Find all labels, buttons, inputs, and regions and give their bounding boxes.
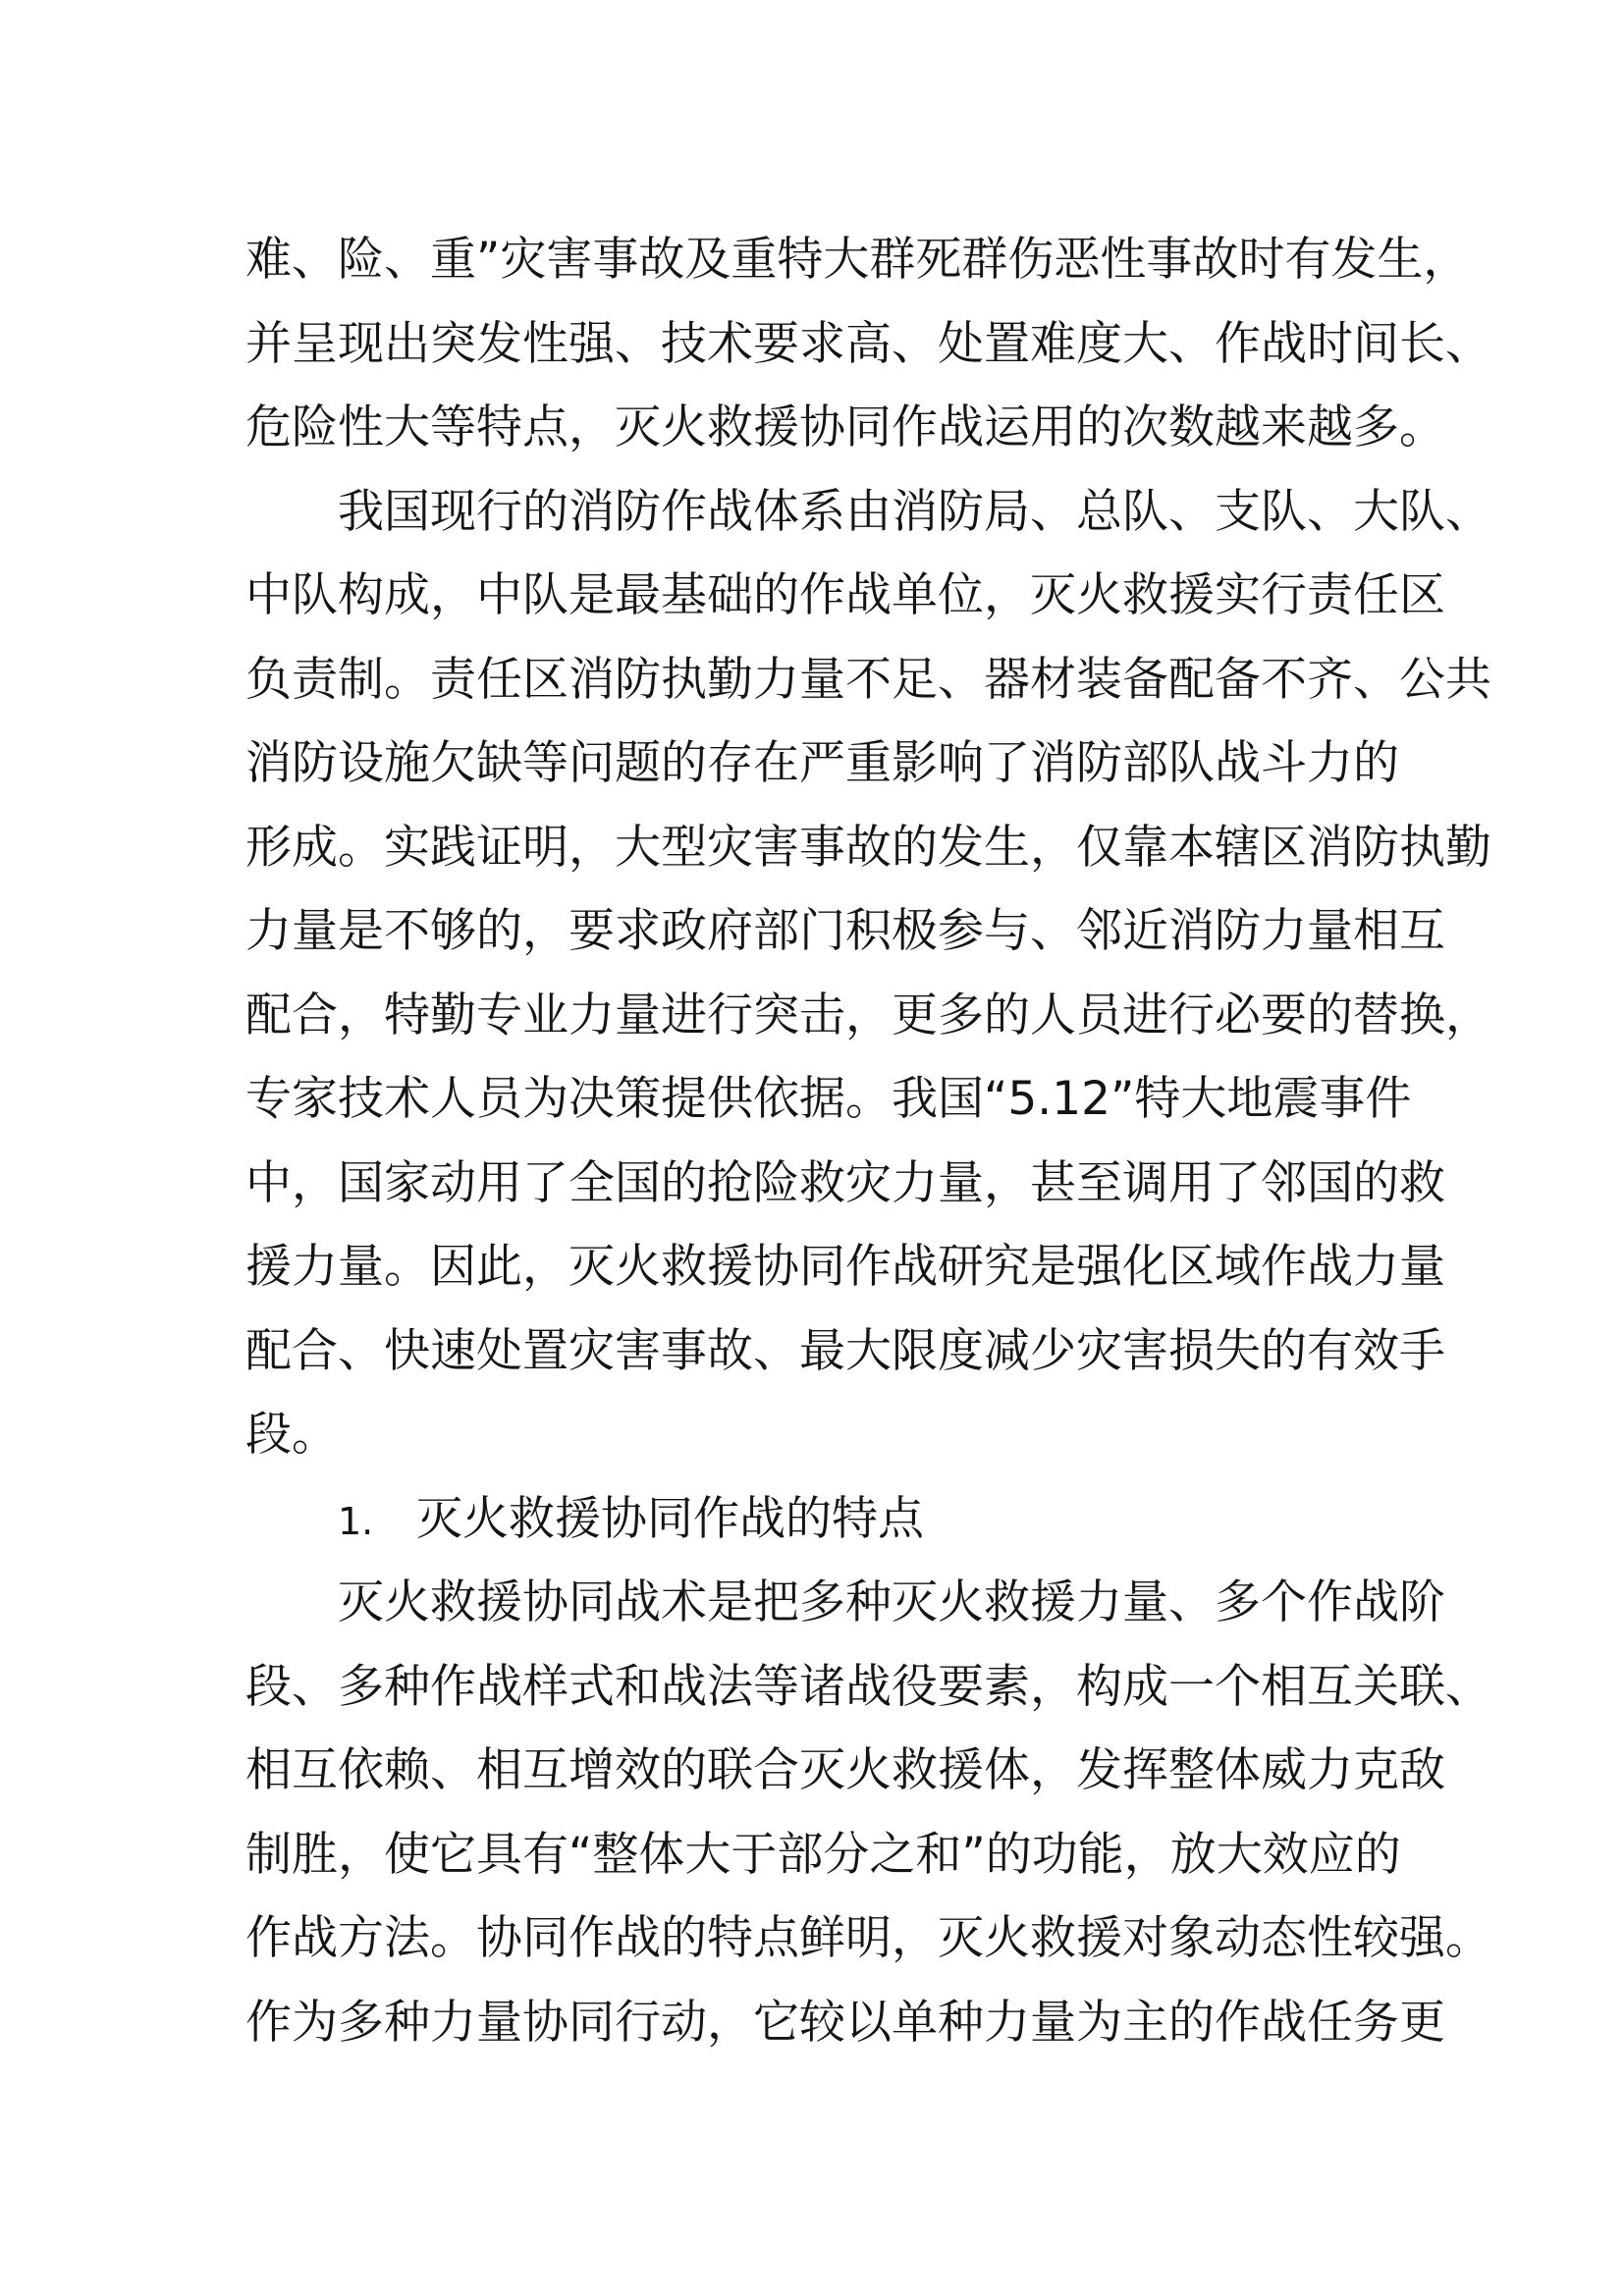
text-line: 力量是不够的，要求政府部门积极参与、邻近消防力量相互 [245,904,1445,958]
text-line: 配合、快速处置灾害事故、最大限度减少灾害损失的有效手 [245,1323,1445,1378]
text-line: 灭火救援协同战术是把多种灭火救援力量、多个作战阶 [338,1575,1445,1629]
text-line: 援力量。因此，灭火救援协同作战研究是强化区域作战力量 [245,1240,1445,1294]
text-line: 难、险、重”灾害事故及重特大群死群伤恶性事故时有发生， [245,233,1470,287]
text-line: 专家技术人员为决策提供依据。我国“5.12”特大地震事件 [245,1072,1412,1126]
section-number: 1. [338,1499,374,1543]
text-line: 并呈现出突发性强、技术要求高、处置难度大、作战时间长、 [245,316,1491,371]
text-line: 危险性大等特点，灭火救援协同作战运用的次数越来越多。 [245,400,1445,454]
section-title: 灭火救援协同作战的特点 [416,1491,924,1546]
text-line: 负责制。责任区消防执勤力量不足、器材装备配备不齐、公共 [245,652,1491,707]
text-line: 形成。实践证明，大型灾害事故的发生，仅靠本辖区消防执勤 [245,820,1491,875]
text-line: 作为多种力量协同行动，它较以单种力量为主的作战任务更 [245,1995,1445,2050]
text-line: 相互依赖、相互增效的联合灭火救援体，发挥整体威力克敌 [245,1743,1445,1797]
section-heading [245,1477,1394,1562]
body-text [245,218,1491,2064]
paragraph-system [245,470,1491,1477]
text-line: 消防设施欠缺等问题的存在严重影响了消防部队战斗力的 [245,736,1399,790]
text-line: 段。 [245,1408,338,1462]
text-line: 段、多种作战样式和战法等诸战役要素，构成一个相互关联、 [245,1659,1491,1714]
text-line: 中队构成，中队是最基础的作战单位，灭火救援实行责任区 [245,568,1445,622]
text-line: 我国现行的消防作战体系由消防局、总队、支队、大队、 [338,484,1491,539]
paragraph-intro-tail [245,218,1491,470]
text-line: 作战方法。协同作战的特点鲜明，灭火救援对象动态性较强。 [245,1911,1491,1965]
text-line: 配合，特勤专业力量进行突击，更多的人员进行必要的替换， [245,988,1491,1042]
text-line: 中，国家动用了全国的抢险救灾力量，甚至调用了邻国的救 [245,1155,1445,1210]
paragraph-features [245,1561,1491,2064]
text-line: 制胜，使它具有“整体大于部分之和”的功能，放大效应的 [245,1827,1401,1882]
